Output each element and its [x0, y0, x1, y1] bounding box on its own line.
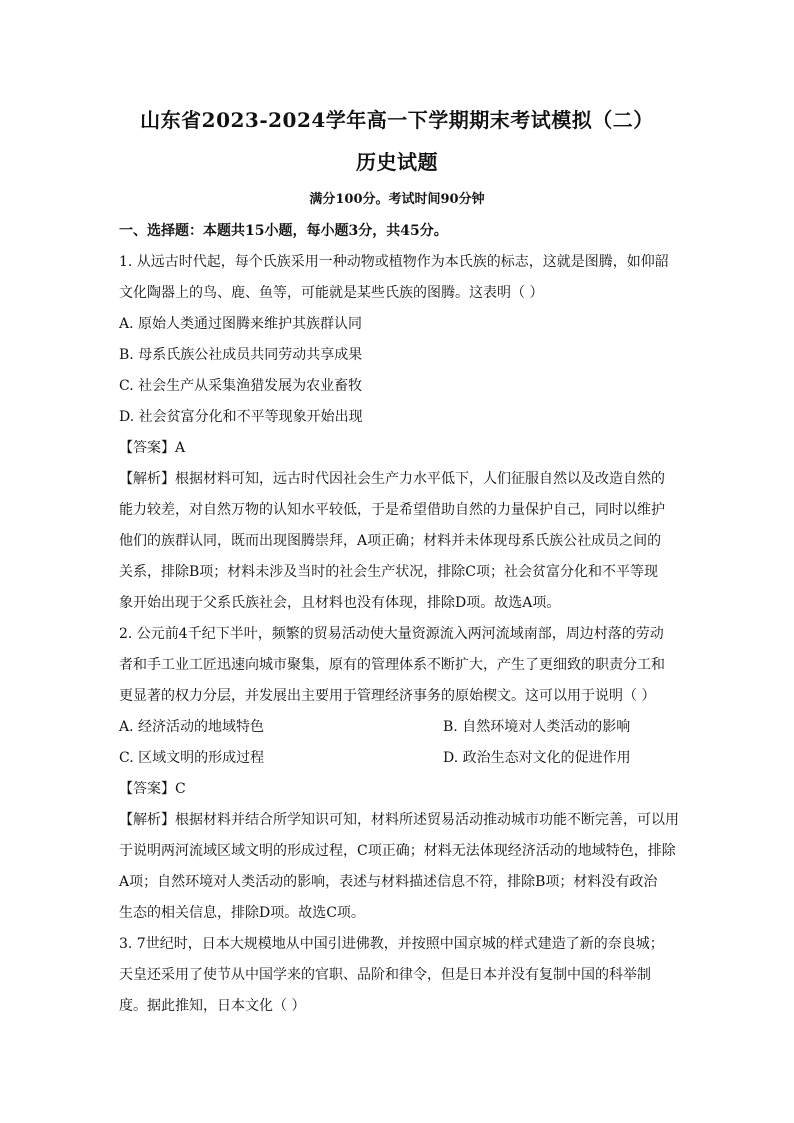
- question-stem-line: 天皇还采用了使节从中国学来的官职、品阶和律令，但是日本并没有复制中国的科举制: [119, 967, 651, 983]
- question-stem-line: 者和手工业工匠迅速向城市聚集，原有的管理体系不断扩大，产生了更细致的职责分工和: [119, 657, 665, 673]
- exam-info: 满分100分。考试时间90分钟: [309, 192, 485, 207]
- answer: 【答案】A: [119, 440, 186, 456]
- option-d: D. 政治生态对文化的促进作用: [443, 750, 631, 766]
- option-d: D. 社会贫富分化和不平等现象开始出现: [119, 409, 363, 425]
- subject-title: 历史试题: [356, 150, 438, 174]
- option-c: C. 社会生产从采集渔猎发展为农业畜牧: [119, 378, 363, 394]
- analysis-line: 象开始出现于父系氏族社会，且材料也没有体现，排除D项。故选A项。: [119, 595, 561, 611]
- analysis-line: A项；自然环境对人类活动的影响，表述与材料描述信息不符，排除B项；材料没有政治: [119, 874, 658, 890]
- option-a: A. 经济活动的地域特色: [119, 719, 265, 735]
- question-stem-line: 更显著的权力分层，并发展出主要用于管理经济事务的原始楔文。这可以用于说明（ ）: [119, 688, 656, 704]
- option-b: B. 母系氏族公社成员共同劳动共享成果: [119, 347, 363, 363]
- analysis-line: 能力较差，对自然万物的认知水平较低，于是希望借助自然的力量保护自己，同时以维护: [119, 502, 665, 518]
- question-1: [119, 247, 679, 619]
- option-a: A. 原始人类通过图腾来维护其族群认同: [119, 316, 363, 332]
- option-b: B. 自然环境对人类活动的影响: [443, 719, 631, 735]
- question-stem-line: 文化陶器上的鸟、鹿、鱼等，可能就是某些氏族的图腾。这表明（ ）: [119, 285, 544, 301]
- question-stem-line: 2. 公元前4千纪下半叶，频繁的贸易活动使大量资源流入两河流域南部，周边村落的劳动: [119, 626, 664, 642]
- question-3: [119, 929, 679, 1022]
- exam-title: 山东省2023-2024学年高一下学期期末考试模拟（二）: [140, 108, 654, 132]
- analysis-line: 关系，排除B项；材料未涉及当时的社会生产状况，排除C项；社会贫富分化和不平等现: [119, 564, 658, 580]
- question-stem-line: 1. 从远古时代起，每个氏族采用一种动物或植物作为本氏族的标志，这就是图腾，如仰韶: [119, 254, 669, 270]
- options-row: [119, 712, 679, 743]
- analysis-line: 【解析】根据材料可知，远古时代因社会生产力水平低下，人们征服自然以及改造自然的: [119, 471, 665, 487]
- analysis-line: 于说明两河流域区域文明的形成过程，C项正确；材料无法体现经济活动的地域特色，排除: [119, 843, 676, 859]
- question-2: [119, 619, 679, 929]
- section-heading: 一、选择题：本题共15小题，每小题3分，共45分。: [119, 223, 448, 239]
- option-c: C. 区域文明的形成过程: [119, 750, 265, 766]
- analysis-line: 他们的族群认同，既而出现图腾崇拜，A项正确；材料并未体现母系氏族公社成员之间的: [119, 533, 662, 549]
- analysis-line: 生态的相关信息，排除D项。故选C项。: [119, 905, 365, 921]
- question-stem-line: 3. 7世纪时，日本大规模地从中国引进佛教，并按照中国京城的样式建造了新的奈良城；: [119, 936, 664, 952]
- answer: 【答案】C: [119, 781, 186, 797]
- analysis-line: 【解析】根据材料并结合所学知识可知，材料所述贸易活动推动城市功能不断完善，可以用: [119, 812, 679, 828]
- question-stem-line: 度。据此推知，日本文化（ ）: [119, 998, 306, 1014]
- exam-content: [119, 216, 679, 1022]
- options-row: [119, 743, 679, 774]
